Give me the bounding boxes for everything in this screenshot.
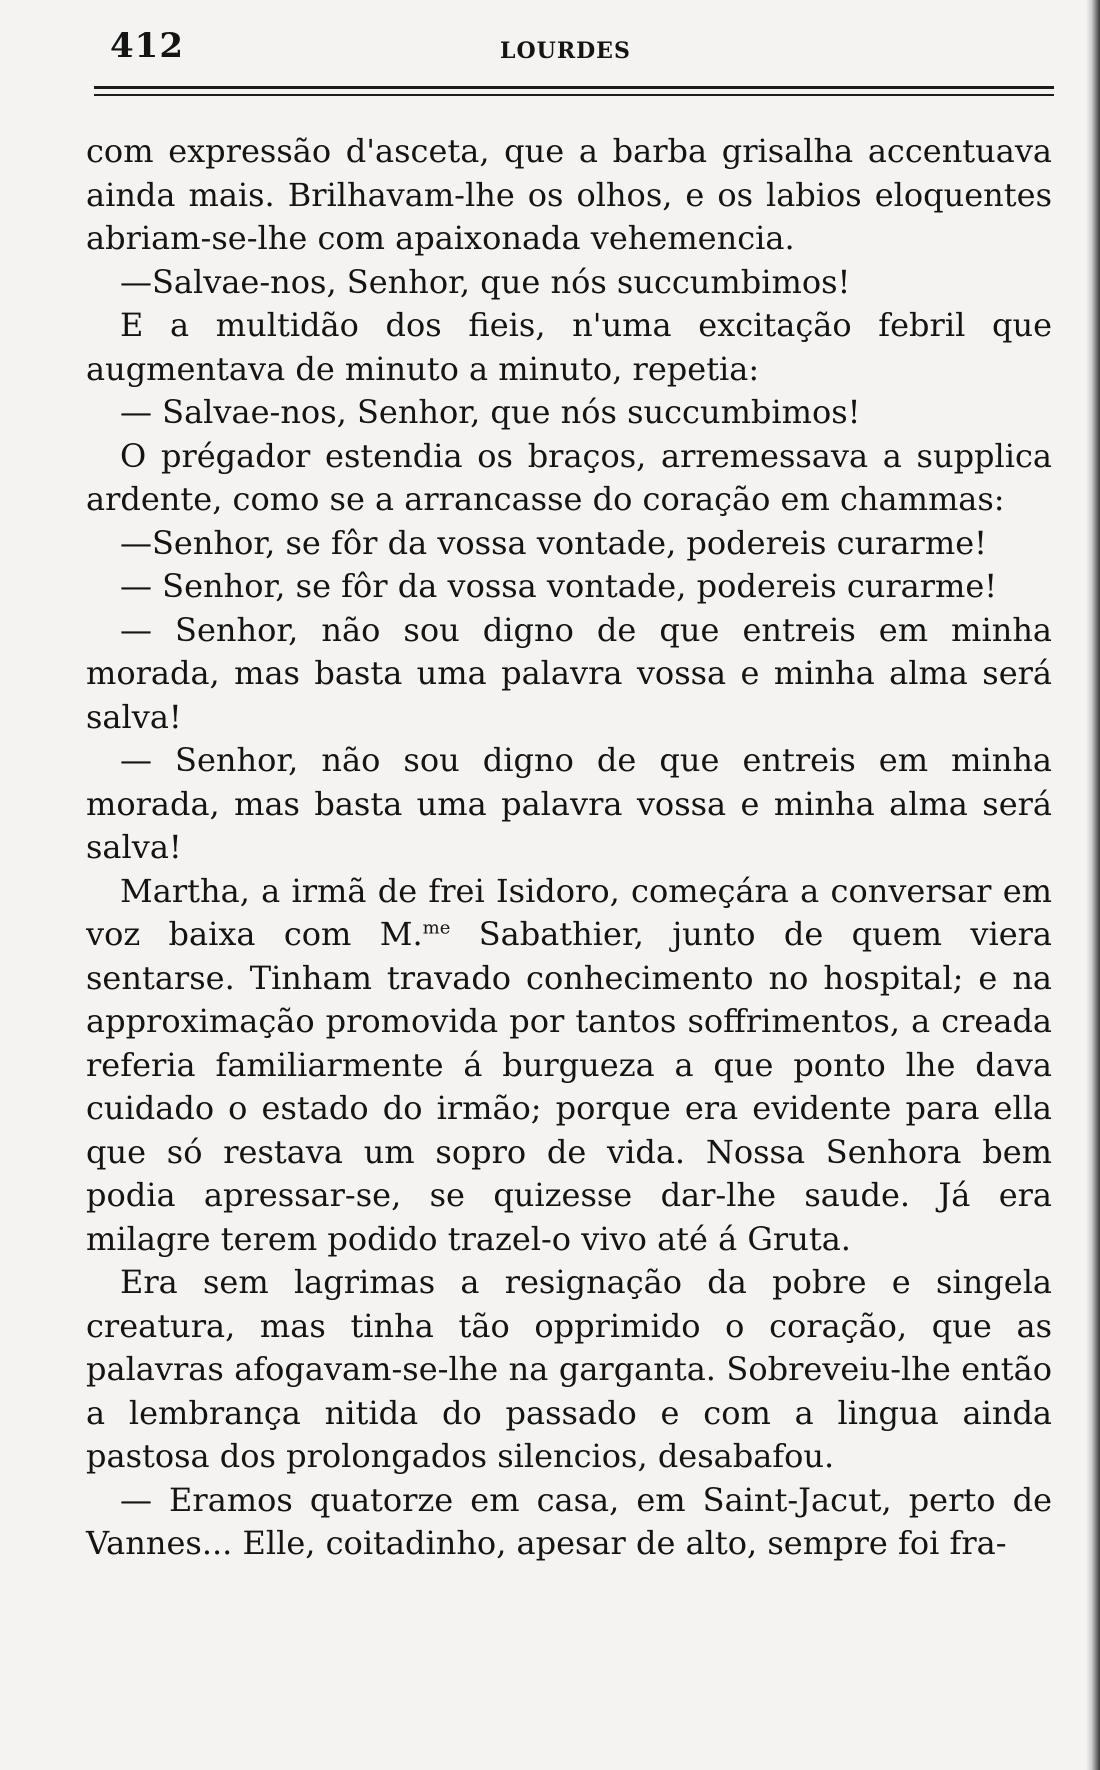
paragraph-crowd: E a multidão dos fieis, n'uma excitação febril que augmentava de minuto a minuto, repetia: xyxy=(86,306,1052,388)
running-title: LOURDES xyxy=(500,38,631,64)
header-rule-top xyxy=(94,86,1054,89)
page-edge-shadow xyxy=(1086,0,1100,1770)
page-number: 412 xyxy=(110,26,184,66)
paragraph-prayer-worthy-repeat: — Senhor, não sou digno de que entreis em minha morada, mas basta uma palavra vossa e minha alma será salva! xyxy=(86,741,1052,866)
paragraph-prayer-worthy: — Senhor, não sou digno de que entreis em minha morada, mas basta uma palavra vossa e minha alma será salva! xyxy=(86,610,1052,736)
paragraph-invocation-repeat: — Salvae-nos, Senhor, que nós succumbimos! xyxy=(120,393,861,431)
martha-text-after: Sabathier, junto de quem viera sentarse. Tinham travado conhecimento no hospital; e na approximação promovida por tantos soffrimentos, a creada referia familiarmente á burgueza a que ponto lhe dava cuidado o estado do irmão; porque era evidente para ella que só restava um sopro de vida. Nossa Senhora bem podia apressar-se, se quizesse dar-lhe saude. Já era milagre terem podido trazel-o vivo até á Gruta. xyxy=(86,915,1053,1258)
paragraph-invocation: —Salvae-nos, Senhor, que nós succumbimos! xyxy=(120,262,851,301)
martha-superscript: me xyxy=(422,917,451,939)
paragraph-prayer-cure-repeat: — Senhor, se fôr da vossa vontade, podereis curarme! xyxy=(120,567,998,605)
paragraph-continuation: com expressão d'asceta, que a barba grisalha accentuava ainda mais. Brilhavam-lhe os olhos, e os labios eloquentes abriam-se-lhe com apaixonada vehemencia. xyxy=(86,132,1052,257)
paragraph-prayer-cure: —Senhor, se fôr da vossa vontade, podereis curarme! xyxy=(120,523,987,562)
body-text xyxy=(86,130,1052,1566)
header-rule-bottom xyxy=(94,94,1054,96)
page-header xyxy=(110,22,1050,82)
paragraph-dialogue: — Eramos quatorze em casa, em Saint-Jacut, perto de Vannes... Elle, coitadinho, apesar de alto, sempre foi fra- xyxy=(86,1480,1052,1562)
martha-text-before: Martha, a irmã de frei Isidoro, começára a conversar em voz baixa com M. xyxy=(86,871,1052,953)
paragraph-preacher: O prégador estendia os braços, arremessava a supplica ardente, como se a arrancasse do coração em chammas: xyxy=(86,436,1052,518)
paragraph-martha xyxy=(86,870,1052,1262)
paragraph-resignation: Era sem lagrimas a resignação da pobre e singela creatura, mas tinha tão opprimido o coração, que as palavras afogavam-se-lhe na garganta. Sobreveiu-lhe então a lembrança nitida do passado e com a lingua ainda pastosa dos prolongados silencios, desabafou. xyxy=(86,1263,1052,1475)
